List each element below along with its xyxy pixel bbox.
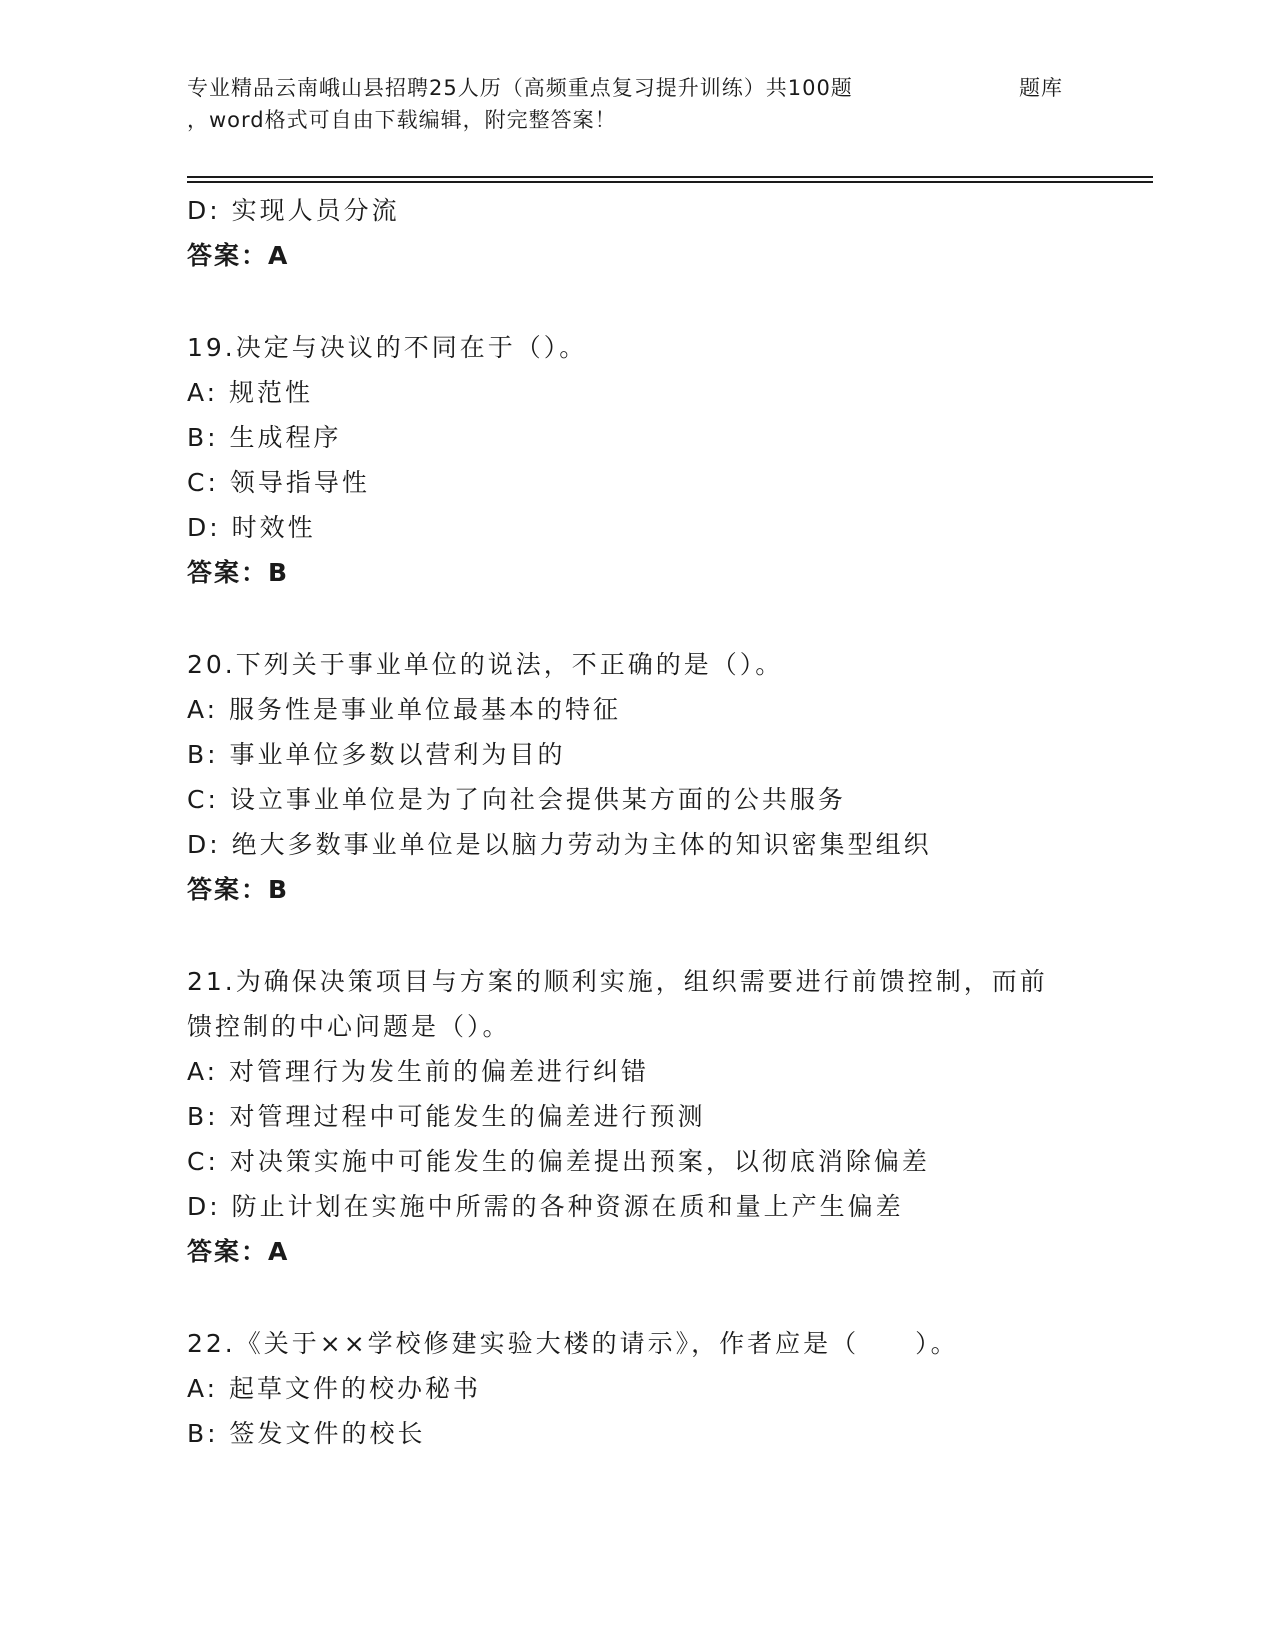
spacer xyxy=(187,595,1087,642)
answer: 答案：A xyxy=(187,1237,290,1266)
header-title: 专业精品云南峨山县招聘25人历（高频重点复习提升训练）共100题 xyxy=(187,76,853,100)
spacer xyxy=(187,912,1087,959)
option-a: A: 服务性是事业单位最基本的特征 xyxy=(187,695,622,724)
header-line-2: ，word格式可自由下载编辑，附完整答案！ xyxy=(187,108,617,132)
option-c: C: 领导指导性 xyxy=(187,468,370,497)
question-21 xyxy=(187,959,1087,1274)
question-18-tail xyxy=(187,188,1087,278)
question-stem: 20.下列关于事业单位的说法，不正确的是（）。 xyxy=(187,650,784,679)
option-a: A: 起草文件的校办秘书 xyxy=(187,1374,482,1403)
question-20 xyxy=(187,642,1087,912)
page-header xyxy=(187,72,1067,136)
option-d: D: 实现人员分流 xyxy=(187,196,400,225)
option-c: C: 对决策实施中可能发生的偏差提出预案，以彻底消除偏差 xyxy=(187,1147,930,1176)
option-c: C: 设立事业单位是为了向社会提供某方面的公共服务 xyxy=(187,785,846,814)
option-d: D: 时效性 xyxy=(187,513,316,542)
spacer xyxy=(187,278,1087,325)
question-stem-continued: 馈控制的中心问题是（）。 xyxy=(187,1012,511,1041)
question-19 xyxy=(187,325,1087,595)
question-stem: 22.《关于××学校修建实验大楼的请示》，作者应是（ ）。 xyxy=(187,1329,959,1358)
question-list xyxy=(187,188,1087,1456)
option-a: A: 对管理行为发生前的偏差进行纠错 xyxy=(187,1057,650,1086)
answer: 答案：B xyxy=(187,875,290,904)
question-22 xyxy=(187,1321,1087,1456)
question-stem: 19.决定与决议的不同在于（）。 xyxy=(187,333,588,362)
header-rule-top xyxy=(187,176,1153,178)
option-a: A: 规范性 xyxy=(187,378,314,407)
header-rule-bottom xyxy=(187,181,1153,183)
answer: 答案：B xyxy=(187,558,290,587)
header-tag: 题库 xyxy=(1019,76,1063,100)
option-b: B: 事业单位多数以营利为目的 xyxy=(187,740,566,769)
option-d: D: 防止计划在实施中所需的各种资源在质和量上产生偏差 xyxy=(187,1192,904,1221)
option-b: B: 对管理过程中可能发生的偏差进行预测 xyxy=(187,1102,706,1131)
header-line-1 xyxy=(187,72,1067,104)
answer: 答案：A xyxy=(187,241,290,270)
question-stem: 21.为确保决策项目与方案的顺利实施，组织需要进行前馈控制，而前 xyxy=(187,967,1048,996)
option-b: B: 签发文件的校长 xyxy=(187,1419,426,1448)
spacer xyxy=(187,1274,1087,1321)
option-d: D: 绝大多数事业单位是以脑力劳动为主体的知识密集型组织 xyxy=(187,830,932,859)
option-b: B: 生成程序 xyxy=(187,423,342,452)
